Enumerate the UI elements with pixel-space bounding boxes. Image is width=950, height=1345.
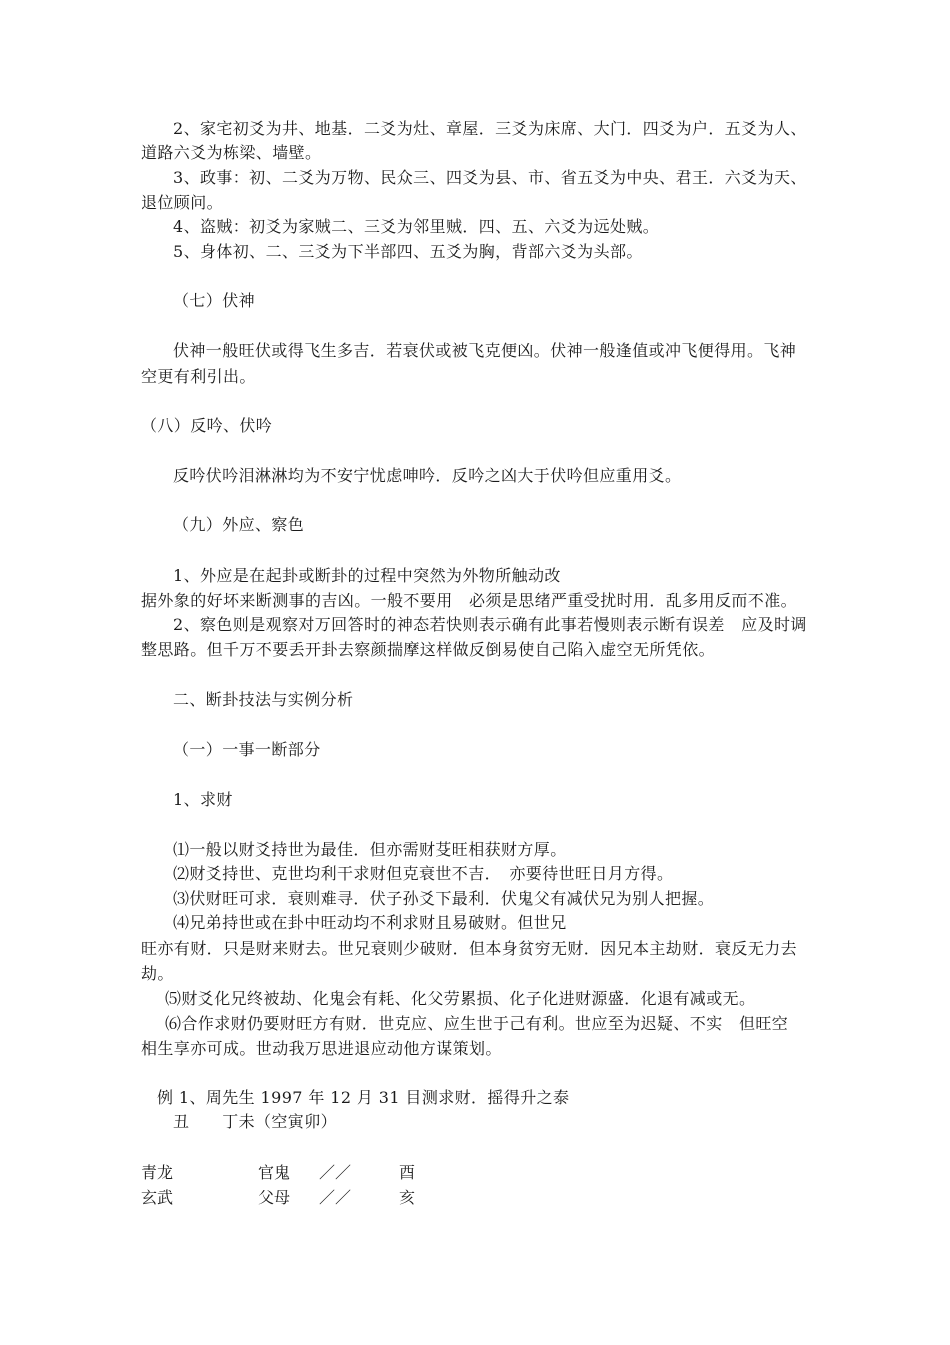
text-line: 2、家宅初爻为井、地基．二爻为灶、章屋．三爻为床席、大门．四爻为户．五爻为人、: [173, 119, 807, 138]
section-heading: （八）反吟、伏吟: [141, 416, 273, 435]
example-date: 丑 丁未（空寅卯）: [173, 1112, 338, 1131]
earthly-branch: 亥: [399, 1188, 416, 1207]
section-heading: （七）伏神: [173, 291, 256, 310]
text-line: 空更有利引出。: [141, 367, 256, 386]
six-relation: 官鬼: [258, 1163, 291, 1182]
text-line: ⑴一般以财爻持世为最佳．但亦需财芟旺相获财方厚。: [173, 840, 567, 859]
text-line: 道路六爻为栋梁、墙壁。: [141, 143, 322, 162]
text-line: ⑹合作求财仍要财旺方有财．世克应、应生世于己有利。世应至为迟疑、不实 但旺空: [165, 1014, 789, 1033]
text-line: 旺亦有财．只是财来财去。世兄衰则少破财．但本身贫穷无财．因兄本主劫财．衰反无力去: [141, 939, 798, 958]
text-line: ⑵财爻持世、克世均利干求财但克衰世不吉． 亦要待世旺日月方得。: [173, 864, 674, 883]
earthly-branch: 酉: [399, 1163, 416, 1182]
text-line: 相生享亦可成。世动我万思进退应动他方谋策划。: [141, 1039, 502, 1058]
text-line: 5、身体初、二、三爻为下半部四、五爻为胸，背部六爻为头部。: [173, 242, 643, 261]
text-line: ⑸财爻化兄终被劫、化鬼会有耗、化父劳累损、化子化进财源盛．化退有减或无。: [165, 989, 756, 1008]
text-line: 劫。: [141, 964, 174, 983]
text-line: 退位顾问。: [141, 193, 224, 212]
text-line: 据外象的好坏来断测事的吉凶。一般不要用 必须是思绪严重受扰时用．乱多用反而不准。: [141, 591, 798, 610]
section-heading: （九）外应、察色: [173, 515, 305, 534]
gua-row: [141, 1188, 541, 1208]
text-line: 伏神一般旺伏或得飞生多吉．若衰伏或被飞克便凶。伏神一般逢值或冲飞便得用。飞神: [173, 341, 797, 360]
text-line: 整思路。但千万不要丢开卦去察颜揣摩这样做反倒易使自己陷入虚空无所凭依。: [141, 640, 716, 659]
six-relation: 父母: [258, 1188, 291, 1207]
gua-row: [141, 1163, 541, 1183]
text-line: 1、外应是在起卦或断卦的过程中突然为外物所触动改: [173, 566, 561, 585]
text-line: ⑷兄弟持世或在卦中旺动均不利求财且易破财。但世兄: [173, 913, 567, 932]
yao-line: ／／: [319, 1163, 352, 1182]
text-line: 4、盗贼：初爻为家贼二、三爻为邻里贼．四、五、六爻为远处贼。: [173, 217, 660, 236]
six-god: 玄武: [141, 1188, 174, 1207]
section-heading: 二、断卦技法与实例分析: [173, 690, 354, 709]
text-line: ⑶伏财旺可求．衰则难寻．伏子孙爻下最利．伏鬼父有减伏兄为别人把握。: [173, 889, 715, 908]
example-heading: 例 1、周先生 1997 年 12 月 31 目测求财．摇得升之泰: [157, 1088, 570, 1107]
section-heading: 1、求财: [173, 790, 233, 809]
six-god: 青龙: [141, 1163, 174, 1182]
section-heading: （一）一事一断部分: [173, 740, 321, 759]
text-line: 2、察色则是观察对万回答时的神态若快则表示确有此事若慢则表示断有误差 应及时调: [173, 615, 807, 634]
text-line: 反吟伏吟泪淋淋均为不安宁忧虑呻吟．反吟之凶大于伏吟但应重用爻。: [173, 466, 682, 485]
yao-line: ／／: [319, 1188, 352, 1207]
text-line: 3、政事：初、二爻为万物、民众三、四爻为县、市、省五爻为中央、君王．六爻为天、: [173, 168, 807, 187]
